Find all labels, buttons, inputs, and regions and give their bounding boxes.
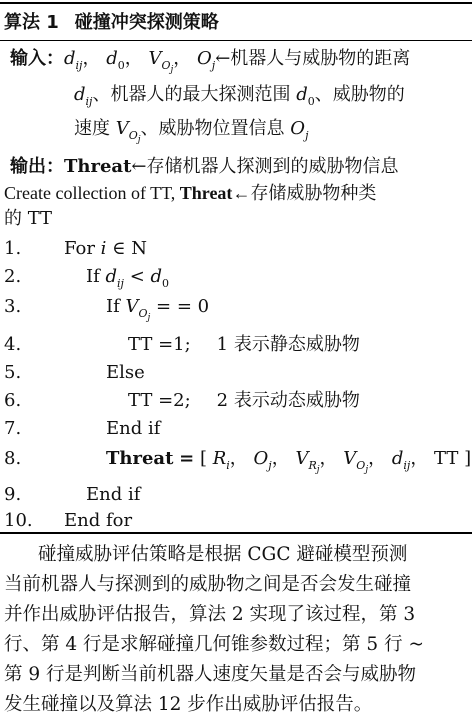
paragraph-line: 发生碰撞以及算法 12 步作出威胁评估报告。	[4, 694, 373, 715]
top-rule	[0, 2, 472, 4]
line-number: 5.	[4, 362, 22, 383]
code-line-7: End if	[106, 418, 161, 439]
line-number: 2.	[4, 266, 22, 287]
algorithm-title	[4, 8, 219, 34]
output-label: 输出：	[10, 156, 64, 177]
line-number: 9.	[4, 484, 22, 505]
code-line-9: End if	[86, 484, 141, 505]
output-line-2	[4, 182, 376, 204]
algorithm-name: 碰撞冲突探测策略	[74, 12, 219, 33]
input-desc-2: 、机器人的最大探测范围	[92, 84, 291, 105]
code-line-8: Threat = [ $R_i$， $O_j$， $V_{R_j}$， $V_{O_j}$， $d_{ij}$， TT ]	[106, 448, 472, 475]
paragraph-line: 当前机器人与探测到的威胁物之间是否会发生碰撞	[4, 574, 412, 595]
code-line-1: For i ∈ N	[64, 238, 147, 259]
bottom-rule	[0, 532, 472, 534]
output-line-3-text: 的 TT	[4, 208, 53, 229]
title-rule	[0, 40, 472, 41]
line-number: 6.	[4, 390, 22, 411]
code-line-6-comment: 2 表示动态威胁物	[216, 390, 360, 411]
input-desc-2b: 、威胁物的	[314, 84, 405, 105]
input-desc-1: ←机器人与威胁物的距离	[215, 48, 411, 69]
algorithm-label: 算法 1	[4, 12, 59, 33]
input-desc-3a: 速度	[74, 118, 110, 139]
code-line-6	[128, 390, 360, 412]
paragraph-line: 碰撞威胁评估策略是根据 CGC 避碰模型预测	[38, 544, 408, 565]
line-number: 8.	[4, 448, 22, 469]
output-line-1	[10, 156, 399, 178]
output-line-2a: Create collection of TT,	[4, 183, 176, 203]
line-number: 7.	[4, 418, 22, 439]
code-line-6-stmt: TT =2;	[128, 390, 191, 411]
code-line-4-stmt: TT =1;	[128, 334, 191, 355]
input-line-3: 速度 $V_{O_j}$、威胁物位置信息 $O_j$	[74, 118, 309, 145]
paragraph-line: 并作出威胁评估报告，算法 2 实现了该过程，第 3	[4, 604, 416, 625]
output-desc-1: ←存储机器人探测到的威胁物信息	[131, 156, 399, 177]
code-line-5: Else	[106, 362, 145, 383]
code-line-10: End for	[64, 510, 133, 531]
input-label: 输入：	[10, 48, 64, 69]
threat-keyword: Threat	[64, 156, 132, 177]
line-number: 4.	[4, 334, 22, 355]
threat-keyword-3: Threat	[106, 448, 174, 469]
line-number: 10.	[4, 510, 33, 531]
code-line-4-comment: 1 表示静态威胁物	[216, 334, 360, 355]
line-number: 1.	[4, 238, 22, 259]
output-line-2b: ←存储威胁物种类	[232, 183, 377, 203]
code-line-3: If $V_{O_j}$ = = 0	[106, 296, 210, 323]
code-line-2: If $d_{ij} < d_0$	[86, 266, 170, 290]
input-line-1: 输入：$d_{ij}$， $d_0$， $V_{O_j}$， $O_j\leftarrow$机器人与威胁物的距离	[10, 48, 411, 75]
input-line-2: $d_{ij}$、机器人的最大探测范围 $d_0$、威胁物的	[74, 84, 405, 108]
threat-keyword-2: Threat	[179, 183, 233, 203]
paragraph-line: 行、第 4 行是求解碰撞几何锥参数过程；第 5 行 ~	[4, 634, 424, 655]
paragraph-line: 第 9 行是判断当前机器人速度矢量是否会与威胁物	[4, 664, 417, 685]
code-line-4	[128, 334, 360, 356]
output-line-3	[4, 208, 52, 230]
line-number: 3.	[4, 296, 22, 317]
input-desc-3b: 、威胁物位置信息	[140, 118, 285, 139]
